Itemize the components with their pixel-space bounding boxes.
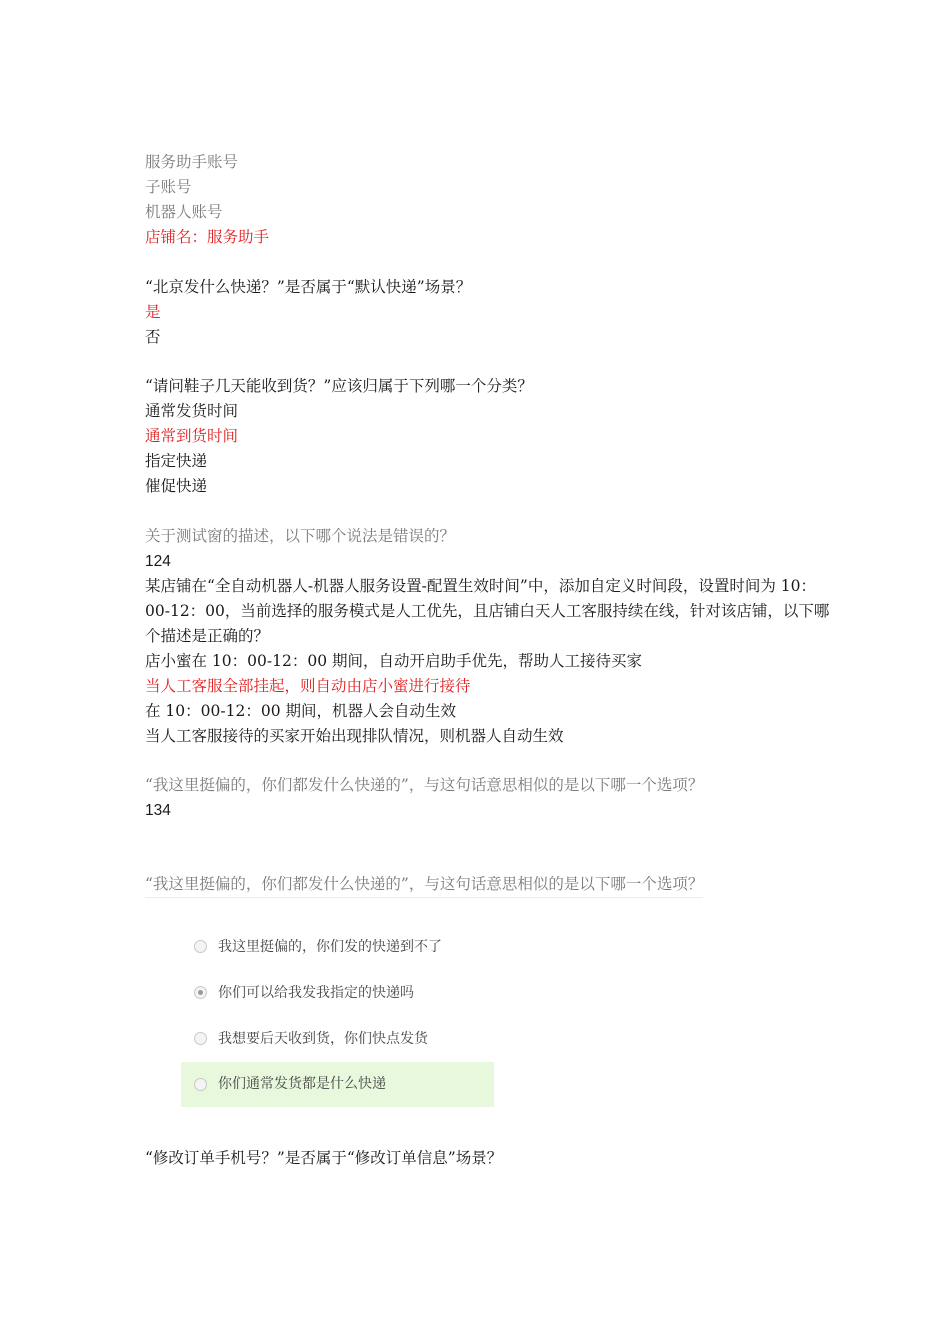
radio-button-selected-icon[interactable] bbox=[194, 986, 207, 999]
option-text: 子账号 bbox=[145, 178, 192, 196]
radio-button-icon[interactable] bbox=[194, 940, 207, 953]
radio-button-icon[interactable] bbox=[194, 1078, 207, 1091]
embedded-quiz-screenshot bbox=[145, 872, 745, 1092]
correct-answer: 当人工客服全部挂起，则自动由店小蜜进行接待 bbox=[145, 676, 471, 695]
option-text: 催促快递 bbox=[145, 477, 208, 495]
option-text: 店小蜜在 10：00-12：00 期间，自动开启助手优先，帮助人工接待买家 bbox=[145, 651, 642, 670]
radio-option-label: 你们可以给我发我指定的快递吗 bbox=[218, 985, 414, 1001]
option-text: 指定快递 bbox=[145, 452, 208, 470]
radio-option[interactable] bbox=[181, 924, 494, 970]
radio-group bbox=[181, 924, 494, 1107]
radio-option-label: 我这里挺偏的，你们发的快递到不了 bbox=[218, 939, 442, 955]
question-text: “我这里挺偏的，你们都发什么快递的”，与这句话意思相似的是以下哪一个选项？ bbox=[145, 776, 704, 794]
radio-option-label: 我想要后天收到货，你们快点发货 bbox=[218, 1031, 428, 1047]
radio-option[interactable] bbox=[181, 1016, 494, 1062]
document-body-continued bbox=[145, 1146, 835, 1171]
radio-option[interactable] bbox=[181, 970, 494, 1016]
answer-code: 124 bbox=[145, 552, 171, 570]
answer-code: 134 bbox=[145, 802, 171, 819]
correct-answer: 通常到货时间 bbox=[145, 427, 239, 445]
question-text: 关于测试窗的描述，以下哪个说法是错误的？ bbox=[145, 526, 456, 545]
radio-option-label: 你们通常发货都是什么快递 bbox=[218, 1076, 386, 1092]
document-body bbox=[145, 150, 835, 823]
option-text: 服务助手账号 bbox=[145, 153, 239, 171]
option-text: 否 bbox=[145, 327, 161, 346]
question-text: “北京发什么快递？”是否属于“默认快递”场景？ bbox=[145, 277, 472, 296]
option-text: 在 10：00-12：00 期间，机器人会自动生效 bbox=[145, 701, 456, 720]
question-text: 某店铺在“全自动机器人-机器人服务设置-配置生效时间”中，添加自定义时间段，设置时间为 10：00-12：00，当前选择的服务模式是人工优先，且店铺白天人工客服持续在线，针对该店铺，以下哪个描述是正确的？ bbox=[145, 576, 830, 645]
quiz-question: “我这里挺偏的，你们都发什么快递的”，与这句话意思相似的是以下哪一个选项？ bbox=[145, 872, 703, 898]
option-text: 当人工客服接待的买家开始出现排队情况，则机器人自动生效 bbox=[145, 726, 564, 745]
option-text: 机器人账号 bbox=[145, 203, 223, 221]
correct-answer: 是 bbox=[145, 302, 161, 321]
question-text: “请问鞋子几天能收到货？”应该归属于下列哪一个分类？ bbox=[145, 377, 533, 395]
radio-option-highlighted[interactable] bbox=[181, 1062, 494, 1107]
option-text: 通常发货时间 bbox=[145, 402, 239, 420]
question-text: “修改订单手机号？”是否属于“修改订单信息”场景？ bbox=[145, 1149, 503, 1167]
radio-button-icon[interactable] bbox=[194, 1032, 207, 1045]
correct-answer: 店铺名：服务助手 bbox=[145, 228, 270, 246]
